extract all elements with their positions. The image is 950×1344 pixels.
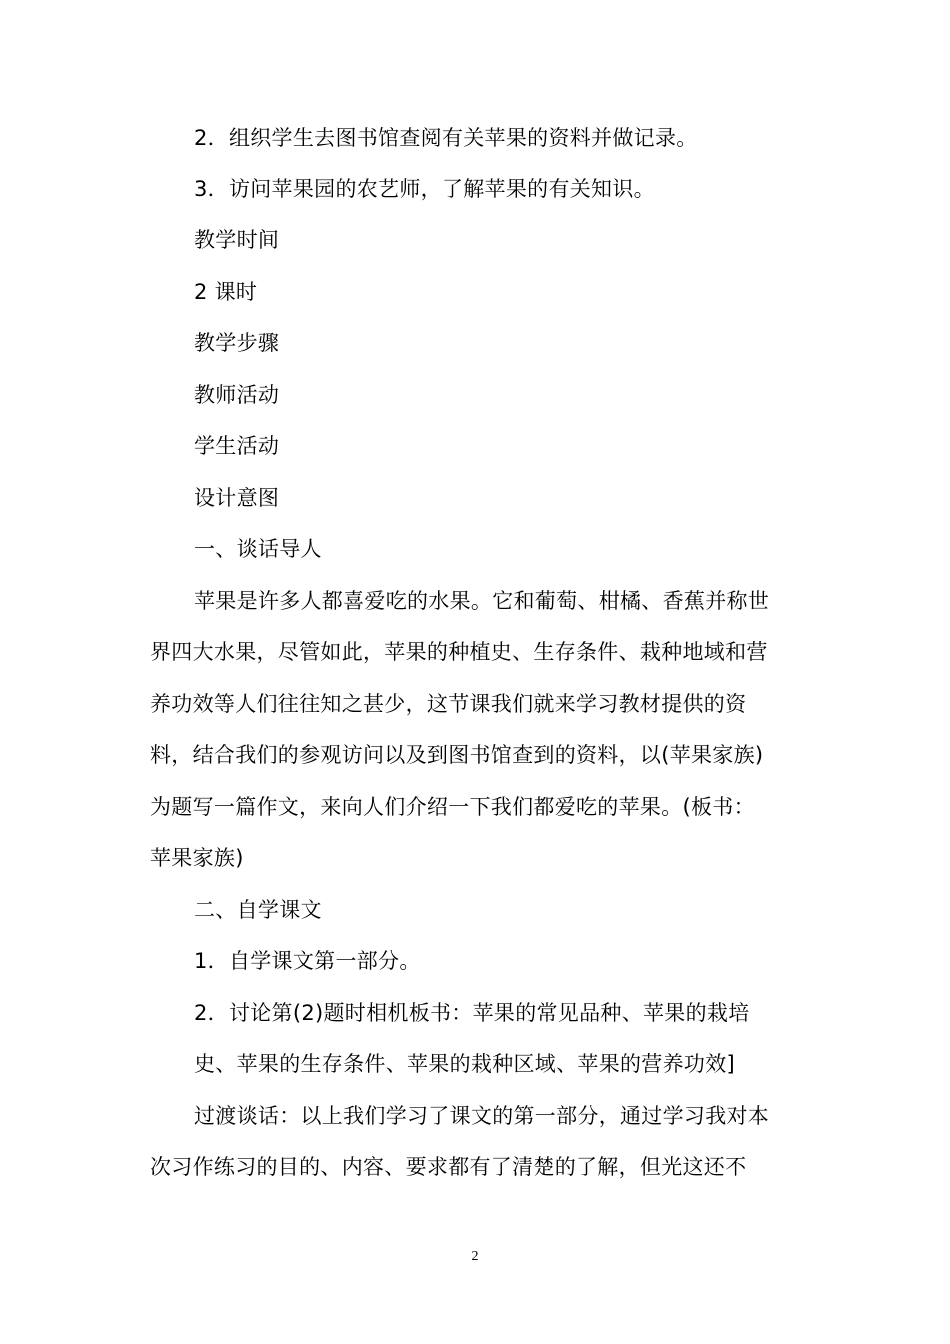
section-heading: 学生活动 <box>194 434 280 458</box>
text-line: 2．组织学生去图书馆查阅有关苹果的资料并做记录。 <box>194 126 698 150</box>
section-heading: 二、自学课文 <box>194 898 322 922</box>
paragraph-line: 次习作练习的目的、内容、要求都有了清楚的了解，但光这还不 <box>150 1155 747 1179</box>
text-line: 史、苹果的生存条件、苹果的栽种区域、苹果的营养功效] <box>194 1052 735 1076</box>
page-number: 2 <box>471 1249 479 1264</box>
paragraph-line: 料，结合我们的参观访问以及到图书馆查到的资料，以(苹果家族) <box>150 743 764 767</box>
paragraph-line: 苹果家族) <box>150 846 244 870</box>
text-line: 1．自学课文第一部分。 <box>194 949 421 973</box>
text-line: 3．访问苹果园的农艺师，了解苹果的有关知识。 <box>194 177 655 201</box>
text-line: 2．讨论第(2)题时相机板书：苹果的常见品种、苹果的栽培 <box>194 1001 750 1025</box>
paragraph-line: 为题写一篇作文，来向人们介绍一下我们都爱吃的苹果。(板书： <box>150 795 755 819</box>
section-heading: 一、谈话导人 <box>194 537 322 561</box>
section-heading: 教师活动 <box>194 383 280 407</box>
paragraph-line: 界四大水果，尽管如此，苹果的种植史、生存条件、栽种地域和营 <box>150 640 768 664</box>
section-heading: 教学步骤 <box>194 331 280 355</box>
section-heading: 教学时间 <box>194 228 280 252</box>
text-line: 2 课时 <box>194 280 258 304</box>
paragraph-line: 过渡谈话：以上我们学习了课文的第一部分，通过学习我对本 <box>194 1104 770 1128</box>
paragraph-line: 苹果是许多人都喜爱吃的水果。它和葡萄、柑橘、香蕉并称世 <box>194 589 770 613</box>
section-heading: 设计意图 <box>194 486 280 510</box>
paragraph-line: 养功效等人们往往知之甚少，这节课我们就来学习教材提供的资 <box>150 692 747 716</box>
